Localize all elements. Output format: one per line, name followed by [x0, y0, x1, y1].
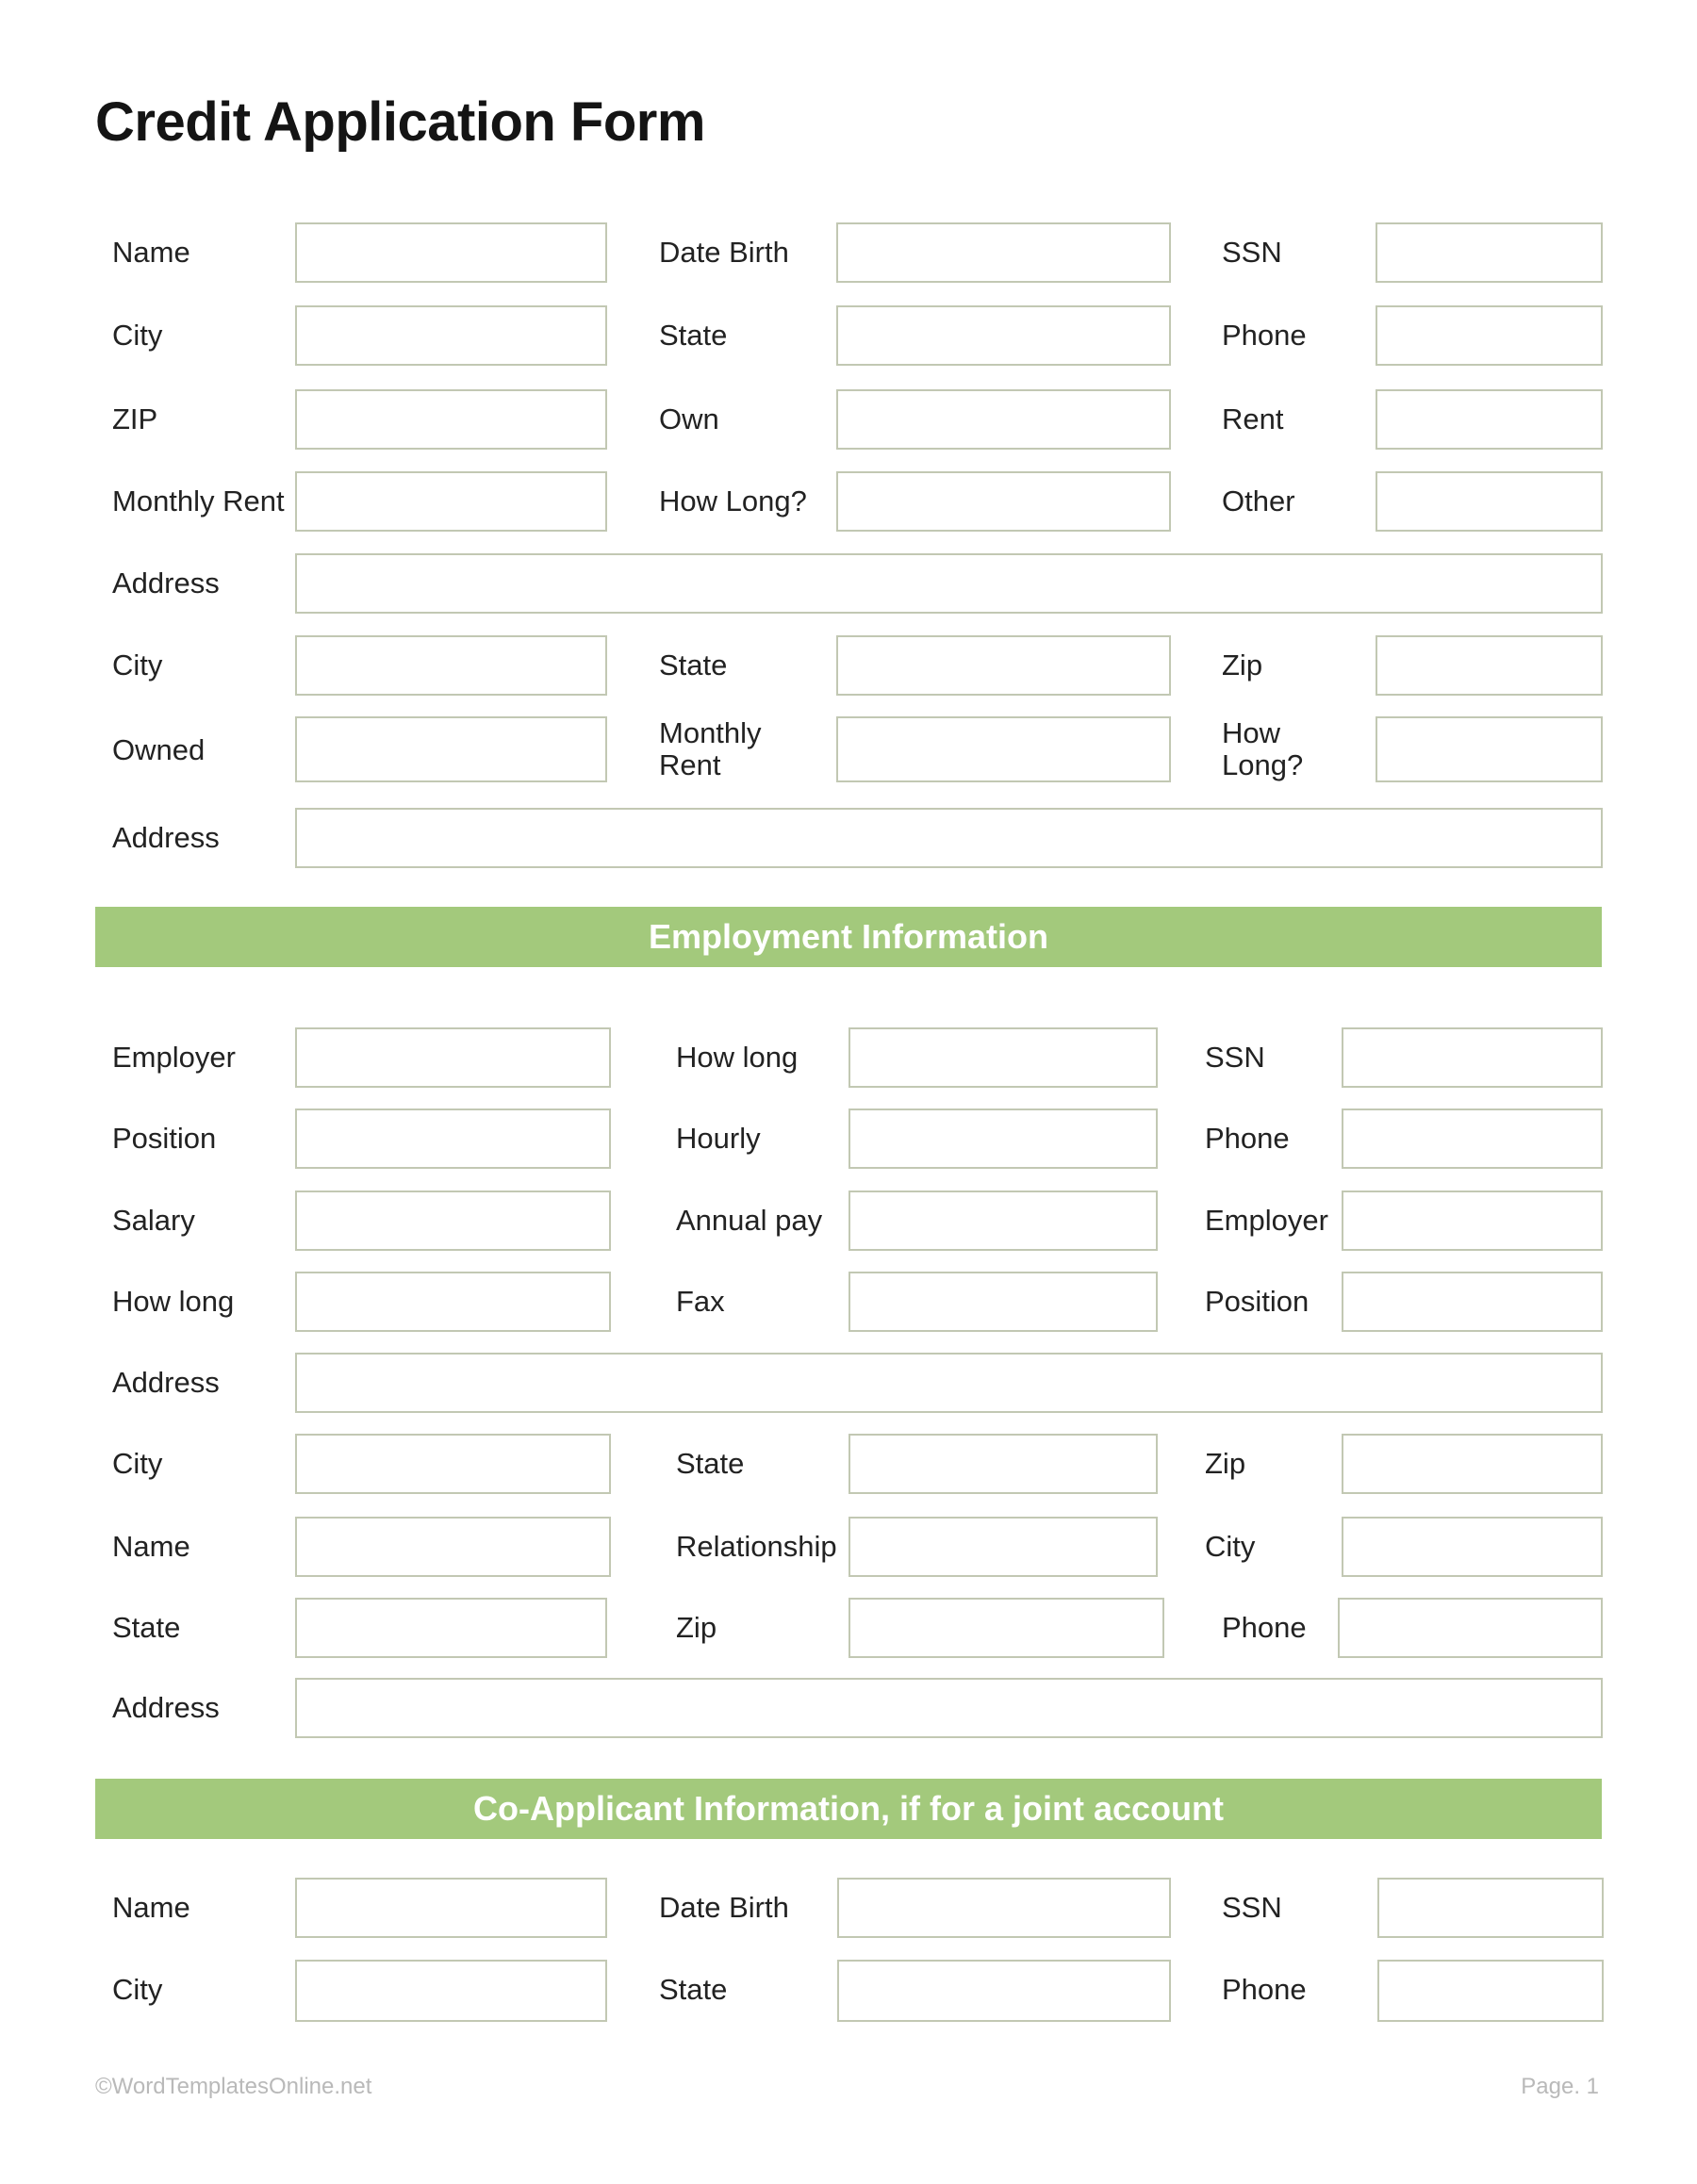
applicant-row-8 — [0, 808, 1697, 870]
zip-label: Zip — [1222, 649, 1263, 681]
how-long-label-2: How long — [112, 1285, 235, 1318]
reference-zip-field[interactable] — [848, 1598, 1164, 1658]
applicant-row-5 — [0, 553, 1697, 616]
page-title: Credit Application Form — [95, 91, 705, 153]
phone-label: Phone — [1205, 1122, 1290, 1155]
position-label: Position — [112, 1122, 217, 1155]
ssn-field[interactable] — [1376, 222, 1603, 283]
emp-phone-field[interactable] — [1342, 1108, 1603, 1169]
how-long-label: How Long? — [659, 484, 807, 517]
applicant-row-3 — [0, 389, 1697, 452]
zip-label: ZIP — [112, 402, 158, 435]
applicant-row-4 — [0, 471, 1697, 534]
employment-row-5 — [0, 1353, 1697, 1415]
own-field[interactable] — [836, 389, 1171, 450]
zip-label-2: Zip — [676, 1611, 717, 1644]
city-label: City — [112, 319, 163, 352]
phone-label-2: Phone — [1222, 1611, 1307, 1644]
reference-city-field[interactable] — [1342, 1517, 1603, 1577]
employer-label: Employer — [112, 1041, 236, 1074]
position-field-2[interactable] — [1342, 1272, 1603, 1332]
coapplicant-row-1 — [0, 1878, 1697, 1940]
applicant-row-7 — [0, 716, 1697, 782]
employment-row-2 — [0, 1108, 1697, 1171]
employment-section-heading: Employment Information — [95, 907, 1602, 967]
how-long-label-2: How Long? — [1222, 716, 1304, 781]
emp-ssn-field[interactable] — [1342, 1027, 1603, 1088]
how-long-field-2[interactable] — [295, 1272, 611, 1332]
position-field[interactable] — [295, 1108, 611, 1169]
emp-state-field[interactable] — [848, 1434, 1158, 1494]
zip-field[interactable] — [295, 389, 607, 450]
name-label: Name — [112, 1891, 190, 1924]
name-label: Name — [112, 1530, 190, 1563]
reference-address-field[interactable] — [295, 1678, 1603, 1738]
applicant-row-6 — [0, 635, 1697, 698]
date-birth-label: Date Birth — [659, 1891, 789, 1924]
employer-field-2[interactable] — [1342, 1191, 1603, 1251]
ssn-label: SSN — [1222, 1891, 1282, 1924]
city-label: City — [112, 1447, 163, 1480]
emp-address-field[interactable] — [295, 1353, 1603, 1413]
reference-state-field[interactable] — [295, 1598, 607, 1658]
phone-field[interactable] — [1376, 305, 1603, 366]
fax-field[interactable] — [848, 1272, 1158, 1332]
co-phone-field[interactable] — [1377, 1960, 1604, 2022]
emp-zip-field[interactable] — [1342, 1434, 1603, 1494]
own-label: Own — [659, 402, 719, 435]
employment-row-7 — [0, 1517, 1697, 1579]
co-city-field[interactable] — [295, 1960, 607, 2022]
employment-row-6 — [0, 1434, 1697, 1496]
owned-field[interactable] — [295, 716, 607, 782]
address-label-2: Address — [112, 1691, 220, 1724]
rent-label: Rent — [1222, 402, 1284, 435]
address-label-2: Address — [112, 821, 220, 854]
emp-city-field[interactable] — [295, 1434, 611, 1494]
state-field-2[interactable] — [836, 635, 1171, 696]
relationship-field[interactable] — [848, 1517, 1158, 1577]
fax-label: Fax — [676, 1285, 725, 1318]
copyright-text: ©WordTemplatesOnline.net — [95, 2074, 372, 2099]
rent-field[interactable] — [1376, 389, 1603, 450]
co-ssn-field[interactable] — [1377, 1878, 1604, 1938]
salary-label: Salary — [112, 1204, 195, 1237]
city-label: City — [112, 649, 163, 681]
name-label: Name — [112, 236, 190, 269]
hourly-label: Hourly — [676, 1122, 761, 1155]
name-field[interactable] — [295, 222, 607, 283]
monthly-rent-field-2[interactable] — [836, 716, 1171, 782]
employer-field[interactable] — [295, 1027, 611, 1088]
annual-pay-field[interactable] — [848, 1191, 1158, 1251]
employment-row-1 — [0, 1027, 1697, 1090]
state-label: State — [676, 1447, 745, 1480]
emp-how-long-field[interactable] — [848, 1027, 1158, 1088]
ssn-label: SSN — [1222, 236, 1282, 269]
how-long-label: How long — [676, 1041, 799, 1074]
state-field[interactable] — [836, 305, 1171, 366]
monthly-rent-label: Monthly Rent — [112, 484, 285, 517]
applicant-row-2 — [0, 305, 1697, 368]
state-label-2: State — [112, 1611, 181, 1644]
state-label: State — [659, 1973, 728, 2006]
address-field-2[interactable] — [295, 808, 1603, 868]
city-field-2[interactable] — [295, 635, 607, 696]
address-field[interactable] — [295, 553, 1603, 614]
reference-phone-field[interactable] — [1338, 1598, 1603, 1658]
applicant-row-1 — [0, 222, 1697, 285]
coapplicant-section-heading: Co-Applicant Information, if for a joint account — [95, 1779, 1602, 1839]
ssn-label: SSN — [1205, 1041, 1265, 1074]
co-name-field[interactable] — [295, 1878, 607, 1938]
employment-row-9 — [0, 1678, 1697, 1740]
owned-label: Owned — [112, 733, 206, 766]
reference-name-field[interactable] — [295, 1517, 611, 1577]
monthly-rent-field[interactable] — [295, 471, 607, 532]
employment-row-8 — [0, 1598, 1697, 1660]
employment-row-3 — [0, 1191, 1697, 1253]
date-birth-field[interactable] — [836, 222, 1171, 283]
position-label-2: Position — [1205, 1285, 1310, 1318]
city-label: City — [112, 1973, 163, 2006]
city-field[interactable] — [295, 305, 607, 366]
phone-label: Phone — [1222, 319, 1307, 352]
state-label: State — [659, 319, 728, 352]
zip-field-2[interactable] — [1376, 635, 1603, 696]
phone-label: Phone — [1222, 1973, 1307, 2006]
monthly-rent-label-2: Monthly Rent — [659, 716, 762, 781]
employer-label-2: Employer — [1205, 1204, 1328, 1237]
co-state-field[interactable] — [837, 1960, 1171, 2022]
coapplicant-row-2 — [0, 1960, 1697, 2022]
address-label: Address — [112, 567, 220, 599]
salary-field[interactable] — [295, 1191, 611, 1251]
other-field[interactable] — [1376, 471, 1603, 532]
employment-row-4 — [0, 1272, 1697, 1334]
address-label: Address — [112, 1366, 220, 1399]
state-label: State — [659, 649, 728, 681]
annual-pay-label: Annual pay — [676, 1204, 823, 1237]
how-long-field[interactable] — [836, 471, 1171, 532]
city-label-2: City — [1205, 1530, 1256, 1563]
date-birth-label: Date Birth — [659, 236, 789, 269]
relationship-label: Relationship — [676, 1530, 837, 1563]
how-long-field-2[interactable] — [1376, 716, 1603, 782]
other-label: Other — [1222, 484, 1295, 517]
co-date-birth-field[interactable] — [837, 1878, 1171, 1938]
hourly-field[interactable] — [848, 1108, 1158, 1169]
page-number: Page. 1 — [1521, 2074, 1599, 2099]
zip-label: Zip — [1205, 1447, 1246, 1480]
